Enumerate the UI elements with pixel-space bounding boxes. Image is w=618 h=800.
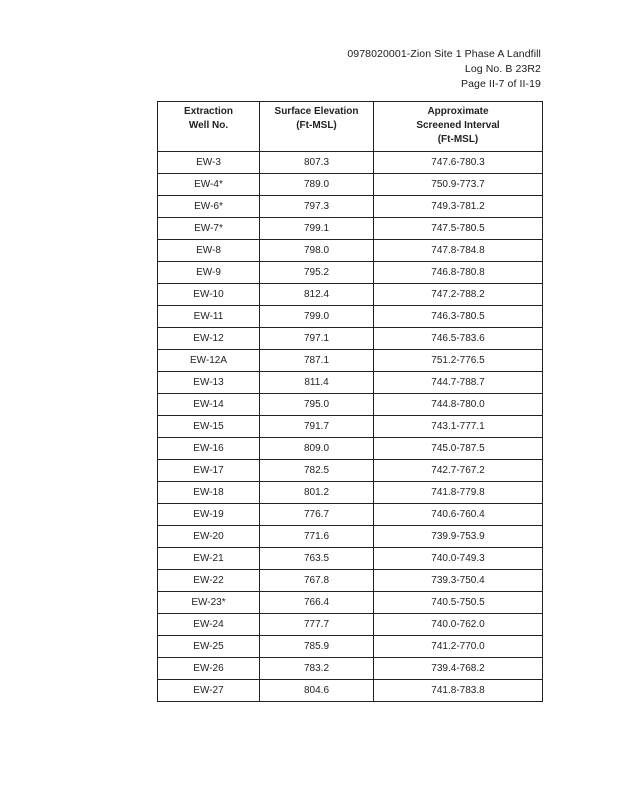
- table-row: [158, 504, 543, 526]
- surface-elevation-cell: 811.4: [260, 372, 374, 394]
- well-no-cell: EW-17: [158, 460, 260, 482]
- page-number: Page II-7 of II-19: [460, 78, 541, 90]
- table-row: [158, 548, 543, 570]
- well-no-cell: EW-18: [158, 482, 260, 504]
- surface-elevation-cell: 812.4: [260, 284, 374, 306]
- table-row: [158, 218, 543, 240]
- surface-elevation-cell: 785.9: [260, 636, 374, 658]
- screened-interval-cell: 745.0-787.5: [374, 438, 543, 460]
- extraction-wells-table: [157, 101, 543, 702]
- surface-elevation-cell: 763.5: [260, 548, 374, 570]
- screened-interval-cell: 743.1-777.1: [374, 416, 543, 438]
- screened-interval-cell: 740.0-762.0: [374, 614, 543, 636]
- screened-interval-cell: 740.5-750.5: [374, 592, 543, 614]
- table-row: [158, 240, 543, 262]
- well-no-cell: EW-23*: [158, 592, 260, 614]
- screened-interval-cell: 747.5-780.5: [374, 218, 543, 240]
- screened-interval-cell: 747.8-784.8: [374, 240, 543, 262]
- table-row: [158, 372, 543, 394]
- surface-elevation-cell: 791.7: [260, 416, 374, 438]
- page-header: [347, 47, 541, 92]
- well-no-cell: EW-12A: [158, 350, 260, 372]
- surface-elevation-cell: 795.2: [260, 262, 374, 284]
- well-no-cell: EW-25: [158, 636, 260, 658]
- table-row: [158, 526, 543, 548]
- surface-elevation-cell: 771.6: [260, 526, 374, 548]
- table-row: [158, 416, 543, 438]
- table-row: [158, 614, 543, 636]
- surface-elevation-cell: 767.8: [260, 570, 374, 592]
- surface-elevation-cell: 809.0: [260, 438, 374, 460]
- surface-elevation-cell: 782.5: [260, 460, 374, 482]
- table-row: [158, 460, 543, 482]
- screened-interval-cell: 742.7-767.2: [374, 460, 543, 482]
- screened-interval-cell: 739.3-750.4: [374, 570, 543, 592]
- table-row: [158, 350, 543, 372]
- col-header-surface-elevation: Surface Elevation (Ft-MSL): [260, 102, 374, 152]
- table-row: [158, 328, 543, 350]
- screened-interval-cell: 739.4-768.2: [374, 658, 543, 680]
- screened-interval-cell: 751.2-776.5: [374, 350, 543, 372]
- surface-elevation-cell: 799.1: [260, 218, 374, 240]
- surface-elevation-cell: 783.2: [260, 658, 374, 680]
- surface-elevation-cell: 797.3: [260, 196, 374, 218]
- col-header-well-no: Extraction Well No.: [158, 102, 260, 152]
- table-row: [158, 306, 543, 328]
- screened-interval-cell: 746.8-780.8: [374, 262, 543, 284]
- table-row: [158, 262, 543, 284]
- well-no-cell: EW-26: [158, 658, 260, 680]
- well-no-cell: EW-20: [158, 526, 260, 548]
- well-no-cell: EW-10: [158, 284, 260, 306]
- surface-elevation-cell: 787.1: [260, 350, 374, 372]
- table-row: [158, 152, 543, 174]
- well-no-cell: EW-6*: [158, 196, 260, 218]
- table-row: [158, 438, 543, 460]
- screened-interval-cell: 749.3-781.2: [374, 196, 543, 218]
- well-no-cell: EW-27: [158, 680, 260, 702]
- well-no-cell: EW-15: [158, 416, 260, 438]
- well-no-cell: EW-11: [158, 306, 260, 328]
- screened-interval-cell: 744.8-780.0: [374, 394, 543, 416]
- table-body: [158, 152, 543, 702]
- well-no-cell: EW-13: [158, 372, 260, 394]
- screened-interval-cell: 739.9-753.9: [374, 526, 543, 548]
- table-row: [158, 680, 543, 702]
- well-no-cell: EW-12: [158, 328, 260, 350]
- screened-interval-cell: 747.2-788.2: [374, 284, 543, 306]
- surface-elevation-cell: 776.7: [260, 504, 374, 526]
- surface-elevation-cell: 799.0: [260, 306, 374, 328]
- screened-interval-cell: 750.9-773.7: [374, 174, 543, 196]
- well-no-cell: EW-8: [158, 240, 260, 262]
- surface-elevation-cell: 795.0: [260, 394, 374, 416]
- screened-interval-cell: 746.3-780.5: [374, 306, 543, 328]
- surface-elevation-cell: 777.7: [260, 614, 374, 636]
- table-row: [158, 570, 543, 592]
- col-header-screened-interval: Approximate Screened Interval (Ft-MSL): [374, 102, 543, 152]
- table-row: [158, 658, 543, 680]
- well-no-cell: EW-14: [158, 394, 260, 416]
- table-row: [158, 592, 543, 614]
- well-no-cell: EW-24: [158, 614, 260, 636]
- table-row: [158, 174, 543, 196]
- table-row: [158, 482, 543, 504]
- well-no-cell: EW-7*: [158, 218, 260, 240]
- surface-elevation-cell: 789.0: [260, 174, 374, 196]
- surface-elevation-cell: 807.3: [260, 152, 374, 174]
- well-no-cell: EW-19: [158, 504, 260, 526]
- surface-elevation-cell: 766.4: [260, 592, 374, 614]
- screened-interval-cell: 740.6-760.4: [374, 504, 543, 526]
- surface-elevation-cell: 797.1: [260, 328, 374, 350]
- surface-elevation-cell: 804.6: [260, 680, 374, 702]
- screened-interval-cell: 741.8-783.8: [374, 680, 543, 702]
- screened-interval-cell: 747.6-780.3: [374, 152, 543, 174]
- screened-interval-cell: 744.7-788.7: [374, 372, 543, 394]
- well-no-cell: EW-3: [158, 152, 260, 174]
- well-no-cell: EW-21: [158, 548, 260, 570]
- screened-interval-cell: 746.5-783.6: [374, 328, 543, 350]
- well-no-cell: EW-9: [158, 262, 260, 284]
- surface-elevation-cell: 798.0: [260, 240, 374, 262]
- table-header-row: [158, 102, 543, 152]
- log-number: Log No. B 23R2: [464, 63, 541, 75]
- well-no-cell: EW-4*: [158, 174, 260, 196]
- table-row: [158, 636, 543, 658]
- table-row: [158, 196, 543, 218]
- well-no-cell: EW-22: [158, 570, 260, 592]
- table-row: [158, 394, 543, 416]
- well-no-cell: EW-16: [158, 438, 260, 460]
- table-row: [158, 284, 543, 306]
- surface-elevation-cell: 801.2: [260, 482, 374, 504]
- document-id: 0978020001-Zion Site 1 Phase A Landfill: [347, 48, 541, 60]
- screened-interval-cell: 740.0-749.3: [374, 548, 543, 570]
- screened-interval-cell: 741.8-779.8: [374, 482, 543, 504]
- screened-interval-cell: 741.2-770.0: [374, 636, 543, 658]
